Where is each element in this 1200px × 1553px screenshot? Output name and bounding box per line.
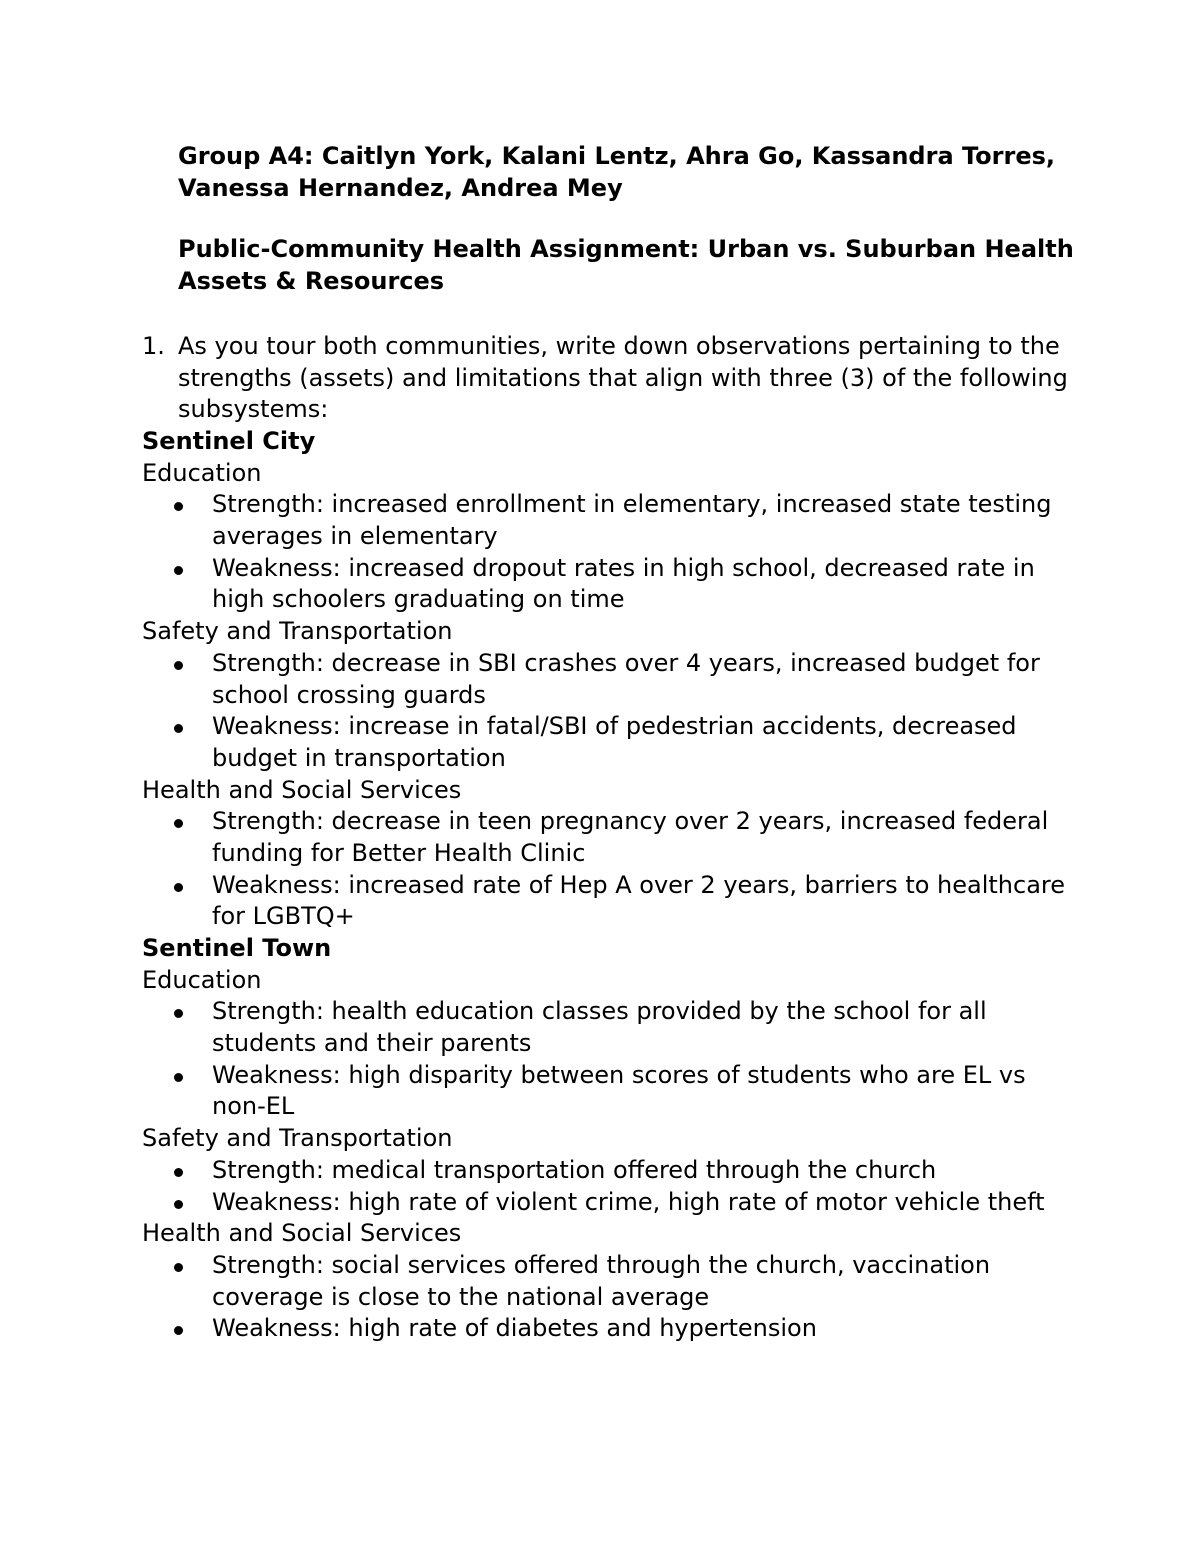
- section-sentinel-city: [142, 426, 1142, 933]
- item-line: Weakness: increased rate of Hep A over 2 years, barriers to healthcare: [212, 870, 1066, 899]
- item-line: Strength: decrease in SBI crashes over 4 years, increased budget for: [212, 648, 1040, 677]
- title-line: Public-Community Health Assignment: Urban vs. Suburban Health: [178, 235, 1074, 263]
- bullet-list: [142, 648, 1142, 775]
- bullet-list: [142, 1250, 1142, 1345]
- list-item: [142, 711, 1132, 774]
- list-item: [142, 806, 1132, 869]
- instruction-text: [178, 331, 1068, 426]
- item-line: Weakness: increased dropout rates in high school, decreased rate in: [212, 553, 1035, 582]
- list-item: [142, 1187, 1132, 1219]
- list-item: [142, 870, 1132, 933]
- item-line: for LGBTQ+: [212, 902, 355, 931]
- item-line: funding for Better Health Clinic: [212, 838, 586, 867]
- bullet-list: [142, 996, 1142, 1123]
- item-line: averages in elementary: [212, 522, 498, 551]
- item-line: high schoolers graduating on time: [212, 585, 625, 614]
- bullet-icon: [174, 1326, 183, 1335]
- item-line: Strength: increased enrollment in elementary, increased state testing: [212, 490, 1052, 519]
- bullet-list: [142, 489, 1142, 616]
- item-line: Weakness: increase in fatal/SBI of pedestrian accidents, decreased: [212, 712, 1017, 741]
- subsystem-heading: Education: [142, 965, 262, 994]
- item-line: Strength: social services offered through the church, vaccination: [212, 1250, 991, 1279]
- subsystem-heading: Health and Social Services: [142, 775, 462, 804]
- item-line: Strength: health education classes provided by the school for all: [212, 997, 987, 1026]
- section-title: Sentinel Town: [142, 934, 332, 962]
- subsystem-heading: Education: [142, 458, 262, 487]
- list-item: [142, 1155, 1132, 1187]
- section-sentinel-town: [142, 933, 1142, 1345]
- title-line: Assets & Resources: [178, 266, 445, 295]
- bullet-icon: [174, 566, 183, 575]
- list-item: [142, 1313, 1132, 1345]
- list-item: [142, 553, 1132, 616]
- heading-line: Vanessa Hernandez, Andrea Mey: [178, 173, 623, 202]
- list-item: [142, 1060, 1132, 1123]
- bullet-icon: [174, 502, 183, 511]
- item-line: budget in transportation: [212, 743, 506, 772]
- item-line: Strength: medical transportation offered through the church: [212, 1155, 937, 1184]
- bullet-icon: [174, 661, 183, 670]
- bullet-icon: [174, 1073, 183, 1082]
- list-item: [142, 1250, 1132, 1313]
- subsystem-heading: Safety and Transportation: [142, 1124, 453, 1153]
- bullet-list: [142, 806, 1142, 933]
- instruction-line: strengths (assets) and limitations that align with three (3) of the following: [178, 363, 1068, 392]
- section-title: Sentinel City: [142, 427, 316, 455]
- bullet-icon: [174, 1200, 183, 1209]
- bullet-list: [142, 1155, 1142, 1218]
- instruction-line: As you tour both communities, write down observations pertaining to the: [178, 332, 1060, 360]
- item-line: non-EL: [212, 1092, 295, 1121]
- item-line: coverage is close to the national average: [212, 1282, 710, 1311]
- item-line: Weakness: high disparity between scores of students who are EL vs: [212, 1060, 1026, 1089]
- assignment-title: [178, 234, 1074, 297]
- bullet-icon: [174, 1168, 183, 1177]
- heading-line: Group A4: Caitlyn York, Kalani Lentz, Ahra Go, Kassandra Torres,: [178, 142, 1056, 170]
- item-line: Weakness: high rate of diabetes and hypertension: [212, 1314, 817, 1343]
- item-line: Strength: decrease in teen pregnancy over 2 years, increased federal: [212, 807, 1049, 836]
- item-line: students and their parents: [212, 1029, 532, 1058]
- subsystem-heading: Health and Social Services: [142, 1219, 462, 1248]
- list-item: [142, 648, 1132, 711]
- bullet-icon: [174, 1009, 183, 1018]
- instruction-line: subsystems:: [178, 395, 329, 424]
- bullet-icon: [174, 819, 183, 828]
- bullet-icon: [174, 1263, 183, 1272]
- observations-content: [142, 426, 1142, 1345]
- group-members-heading: [178, 141, 1055, 204]
- list-item: [142, 489, 1132, 552]
- bullet-icon: [174, 883, 183, 892]
- list-item: [142, 996, 1132, 1059]
- item-line: Weakness: high rate of violent crime, high rate of motor vehicle theft: [212, 1187, 1045, 1216]
- subsystem-heading: Safety and Transportation: [142, 617, 453, 646]
- list-number: 1.: [142, 332, 165, 360]
- bullet-icon: [174, 724, 183, 733]
- item-line: school crossing guards: [212, 680, 486, 709]
